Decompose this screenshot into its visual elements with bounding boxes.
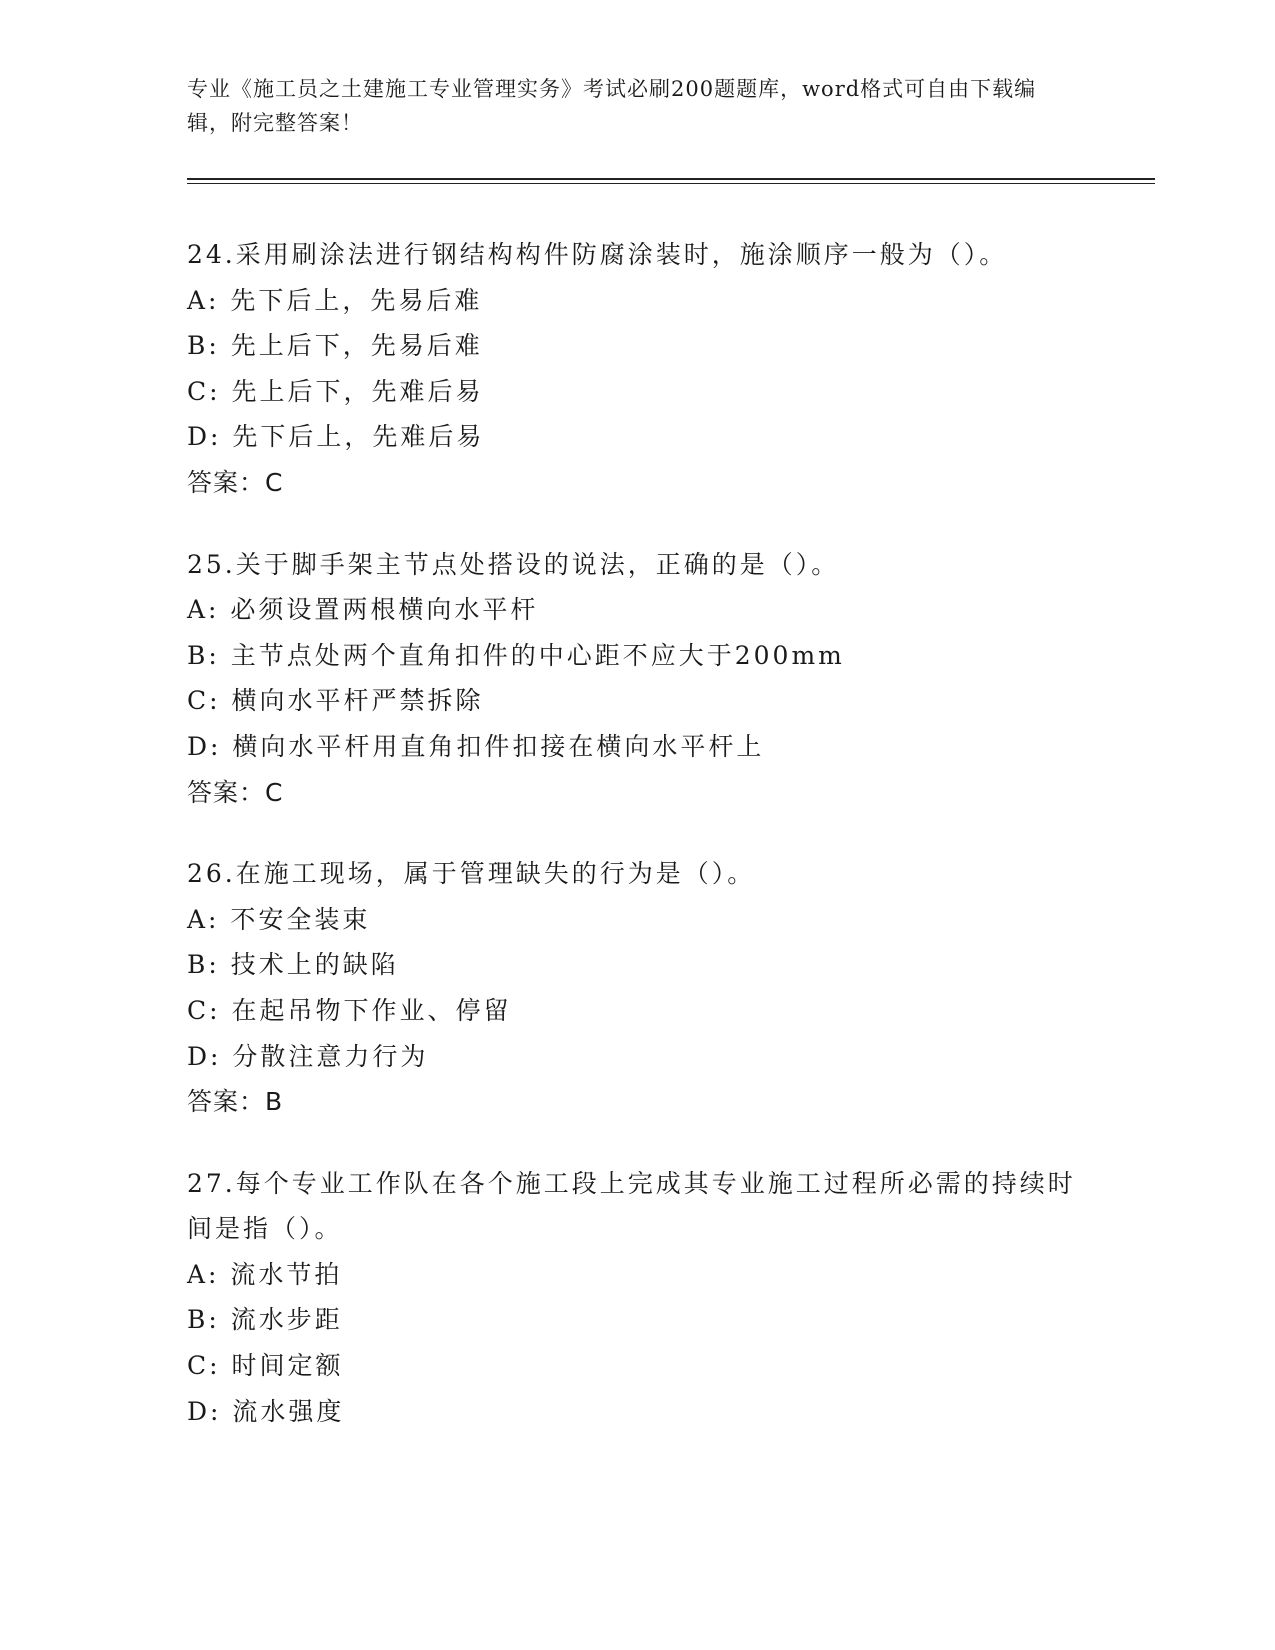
question-25 bbox=[187, 542, 1087, 816]
question-26 bbox=[187, 851, 1087, 1125]
answer-label: 答案：C bbox=[187, 467, 284, 497]
option-d: D: 横向水平杆用直角扣件扣接在横向水平杆上 bbox=[187, 731, 765, 761]
question-stem: 26.在施工现场，属于管理缺失的行为是（）。 bbox=[187, 859, 756, 889]
document-title: 专业《施工员之土建施工专业管理实务》考试必刷200题题库，word格式可自由下载编辑，附完整答案！ bbox=[187, 77, 1037, 135]
question-27 bbox=[187, 1161, 1087, 1435]
option-c: C: 先上后下，先难后易 bbox=[187, 376, 484, 406]
answer-label: 答案：B bbox=[187, 1087, 284, 1117]
question-stem: 25.关于脚手架主节点处搭设的说法，正确的是（）。 bbox=[187, 549, 840, 579]
option-c: C: 时间定额 bbox=[187, 1351, 344, 1381]
option-b: B: 流水步距 bbox=[187, 1305, 343, 1335]
option-b: B: 主节点处两个直角扣件的中心距不应大于200mm bbox=[187, 640, 845, 670]
option-d: D: 先下后上，先难后易 bbox=[187, 422, 485, 452]
answer-label: 答案：C bbox=[187, 777, 284, 807]
question-24 bbox=[187, 232, 1087, 506]
option-a: A: 流水节拍 bbox=[187, 1259, 343, 1289]
option-d: D: 分散注意力行为 bbox=[187, 1041, 429, 1071]
option-a: A: 不安全装束 bbox=[187, 904, 371, 934]
question-stem: 24.采用刷涂法进行钢结构构件防腐涂装时，施涂顺序一般为（）。 bbox=[187, 240, 1008, 269]
option-a: A: 必须设置两根横向水平杆 bbox=[187, 595, 539, 625]
option-b: B: 先上后下，先易后难 bbox=[187, 331, 483, 361]
document-header bbox=[187, 72, 1067, 140]
question-stem: 27.每个专业工作队在各个施工段上完成其专业施工过程所必需的持续时间是指（）。 bbox=[187, 1168, 1076, 1244]
option-c: C: 横向水平杆严禁拆除 bbox=[187, 686, 484, 716]
option-a: A: 先下后上，先易后难 bbox=[187, 285, 483, 315]
option-d: D: 流水强度 bbox=[187, 1396, 345, 1426]
question-list bbox=[187, 232, 1087, 1470]
option-c: C: 在起吊物下作业、停留 bbox=[187, 995, 512, 1025]
option-b: B: 技术上的缺陷 bbox=[187, 950, 399, 980]
header-divider bbox=[187, 178, 1155, 184]
